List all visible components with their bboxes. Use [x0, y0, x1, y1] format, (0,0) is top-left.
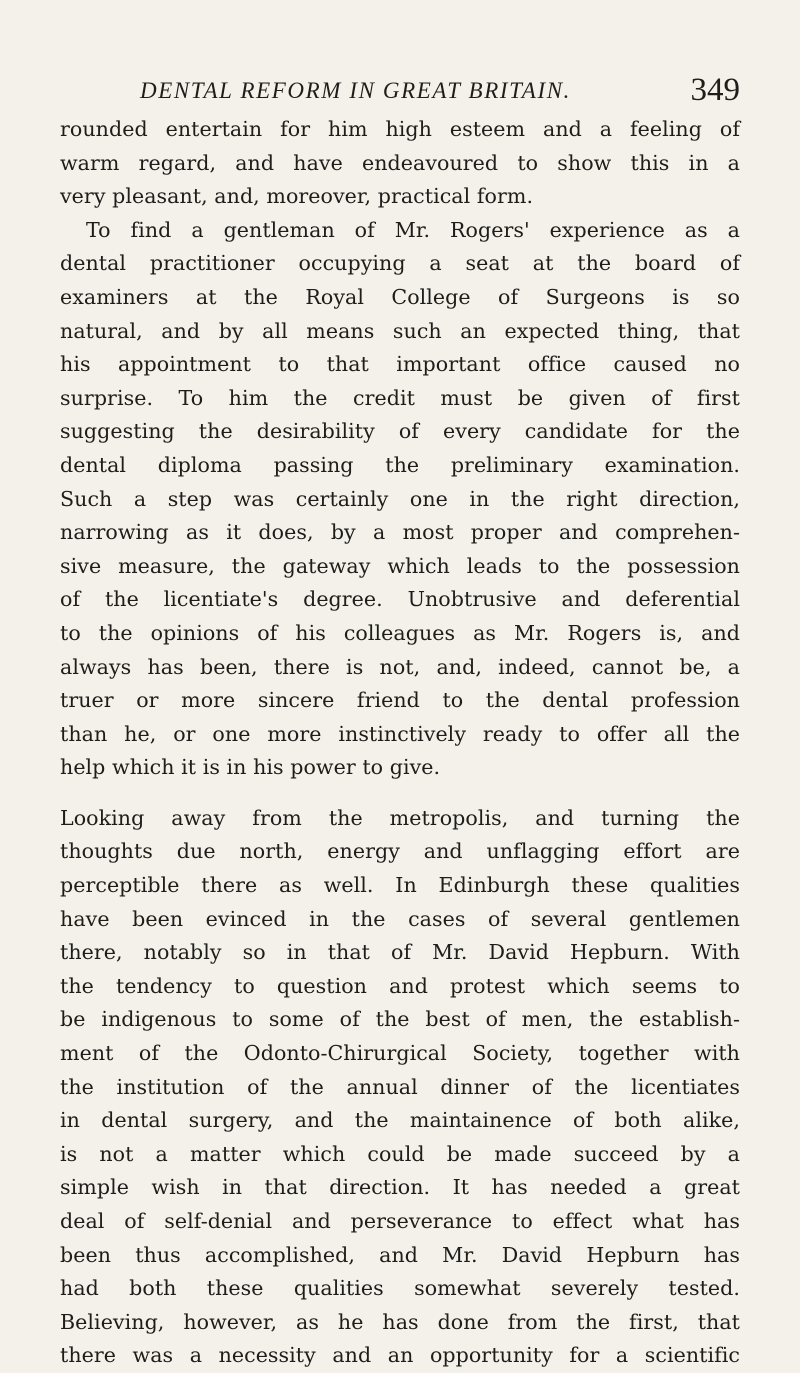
text-line: is not a matter which could be made succeed by a — [60, 1141, 740, 1166]
text-line: have been evinced in the cases of several gentlemen — [60, 906, 740, 931]
text-line: simple wish in that direction. It has needed a great — [60, 1175, 740, 1200]
text-line: dental practitioner occupying a seat at the board of — [60, 251, 740, 276]
text-line: To find a gentleman of Mr. Rogers' experience as a — [86, 217, 740, 242]
text-line: truer or more sincere friend to the dental profession — [60, 688, 740, 713]
text-line: his appointment to that important office caused no — [60, 352, 740, 377]
text-line: warm regard, and have endeavoured to show this in a — [60, 150, 740, 175]
text-line: very pleasant, and, moreover, practical form. — [60, 184, 534, 209]
text-line: suggesting the desirability of every candidate for the — [60, 419, 740, 444]
text-line: rounded entertain for him high esteem and a feeling of — [60, 117, 740, 141]
body-text — [60, 113, 740, 1373]
text-line: be indigenous to some of the best of men, the establish- — [60, 1007, 740, 1032]
text-line-hepburn: there, notably so in that of Mr. David Hepburn. With — [60, 940, 740, 965]
text-line: help which it is in his power to give. — [60, 755, 441, 780]
text-line: in dental surgery, and the maintainence of both alike, — [60, 1108, 740, 1133]
text-line: Such a step was certainly one in the right direction, — [60, 486, 740, 511]
text-line: Looking away from the metropolis, and turning the — [60, 805, 740, 830]
text-line: sive measure, the gateway which leads to the possession — [60, 553, 740, 578]
text-line: of the licentiate's degree. Unobtrusive and deferential — [60, 587, 740, 612]
text-line: the institution of the annual dinner of the licentiates — [60, 1074, 740, 1099]
text-line: deal of self-denial and perseverance to effect what has — [60, 1209, 740, 1233]
text-line: to the opinions of his colleagues as Mr. Rogers is, and — [60, 620, 740, 645]
text-line: thoughts due north, energy and unflagging effort are — [60, 839, 740, 864]
text-line: dental diploma passing the preliminary examination. — [60, 452, 740, 477]
text-line: there was a necessity and an opportunity for a scientific — [60, 1343, 740, 1368]
text-line: had both these qualities somewhat severely tested. — [60, 1276, 740, 1301]
text-line: Believing, however, as he has done from the first, that — [60, 1309, 740, 1334]
text-line: than he, or one more instinctively ready to offer all the — [60, 721, 740, 746]
running-title: DENTAL REFORM IN GREAT BRITAIN. — [140, 78, 571, 103]
paragraph-continuation — [60, 113, 740, 214]
text-line: natural, and by all means such an expected thing, that — [60, 318, 740, 343]
running-head — [140, 72, 740, 112]
text-line: been thus accomplished, and Mr. David Hepburn has — [60, 1242, 740, 1267]
text-line: examiners at the Royal College of Surgeons is so — [60, 284, 740, 309]
page-number: 349 — [690, 72, 740, 108]
text-line: perceptible there as well. In Edinburgh these qualities — [60, 873, 740, 898]
text-line: always has been, there is not, and, indeed, cannot be, a — [60, 654, 740, 679]
text-line: the tendency to question and protest which seems to — [60, 973, 740, 998]
text-line: ment of the Odonto-Chirurgical Society, together with — [60, 1041, 740, 1066]
paragraph-edinburgh — [60, 802, 740, 1373]
paragraph-rogers — [60, 214, 740, 785]
text-line: surprise. To him the credit must be given of first — [60, 385, 740, 410]
text-line: narrowing as it does, by a most proper and comprehen- — [60, 520, 740, 545]
